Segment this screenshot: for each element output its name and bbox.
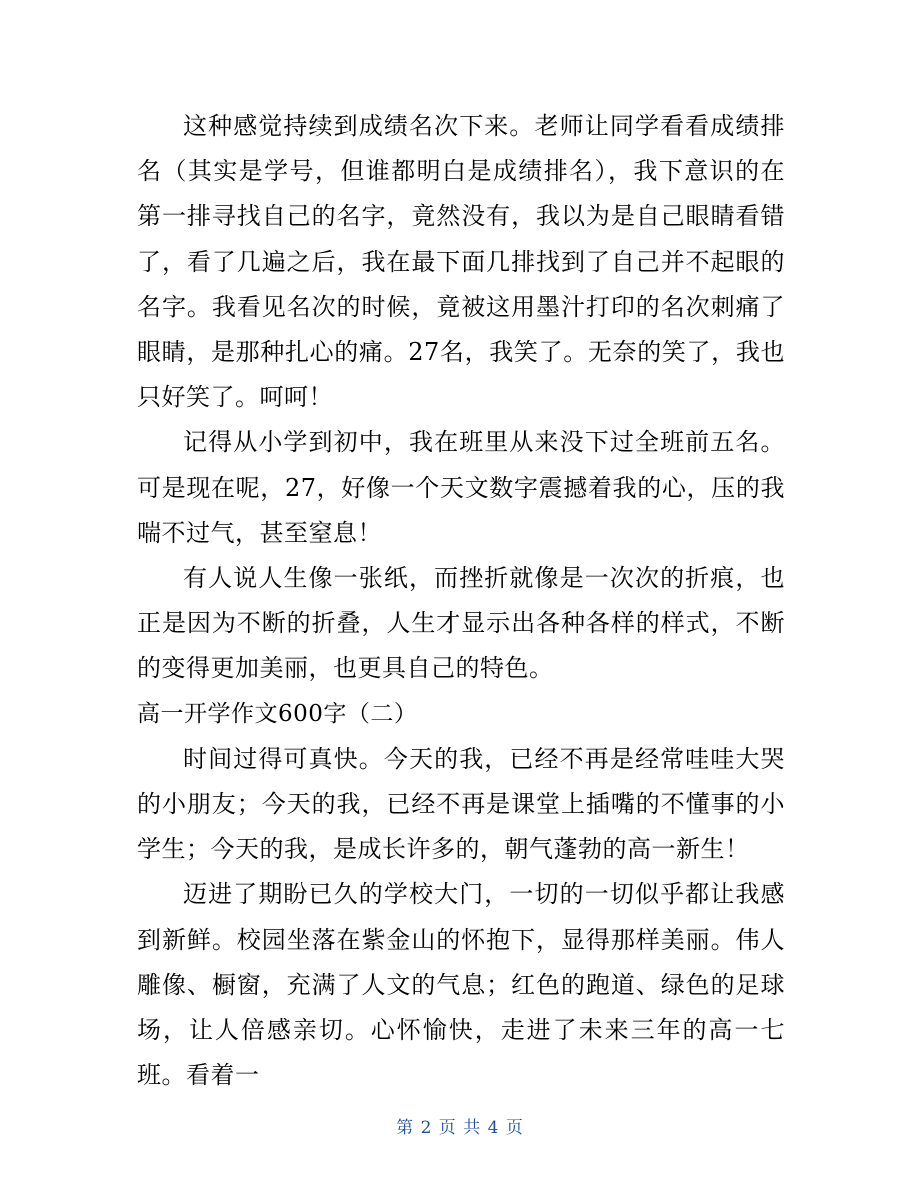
section-title: 高一开学作文600字（二） — [137, 700, 418, 727]
page-footer: 第 2 页 共 4 页 — [396, 1118, 524, 1138]
paragraph: 记得从小学到初中，我在班里从来没下过全班前五名。可是现在呢，27，好像一个天文数字震撼着我的心，压的我喘不过气，甚至窒息！ — [137, 428, 785, 547]
paragraph: 时间过得可真快。今天的我，已经不再是经常哇哇大哭的小朋友；今天的我，已经不再是课堂上插嘴的不懂事的小学生；今天的我，是成长许多的，朝气蓬勃的高一新生！ — [137, 744, 785, 864]
paragraph: 迈进了期盼已久的学校大门，一切的一切似乎都让我感到新鲜。校园坐落在紫金山的怀抱下，显得那样美丽。伟人雕像、橱窗，充满了人文的气息；红色的跑道、绿色的足球场，让人倍感亲切。心怀愉快，走进了未来三年的高一七班。看着一 — [137, 880, 785, 1090]
paragraph: 这种感觉持续到成绩名次下来。老师让同学看看成绩排名（其实是学号，但谁都明白是成绩排名），我下意识的在第一排寻找自己的名字，竟然没有，我以为是自己眼睛看错了，看了几遍之后，我在最下面几排找到了自己并不起眼的名字。我看见名次的时候，竟被这用墨汁打印的名次刺痛了眼睛，是那种扎心的痛。27名，我笑了。无奈的笑了，我也只好笑了。呵呵！ — [137, 112, 785, 412]
document-body — [137, 104, 785, 1098]
paragraph: 有人说人生像一张纸，而挫折就像是一次次的折痕，也正是因为不断的折叠，人生才显示出各种各样的样式，不断的变得更加美丽，也更具自己的特色。 — [137, 564, 785, 683]
